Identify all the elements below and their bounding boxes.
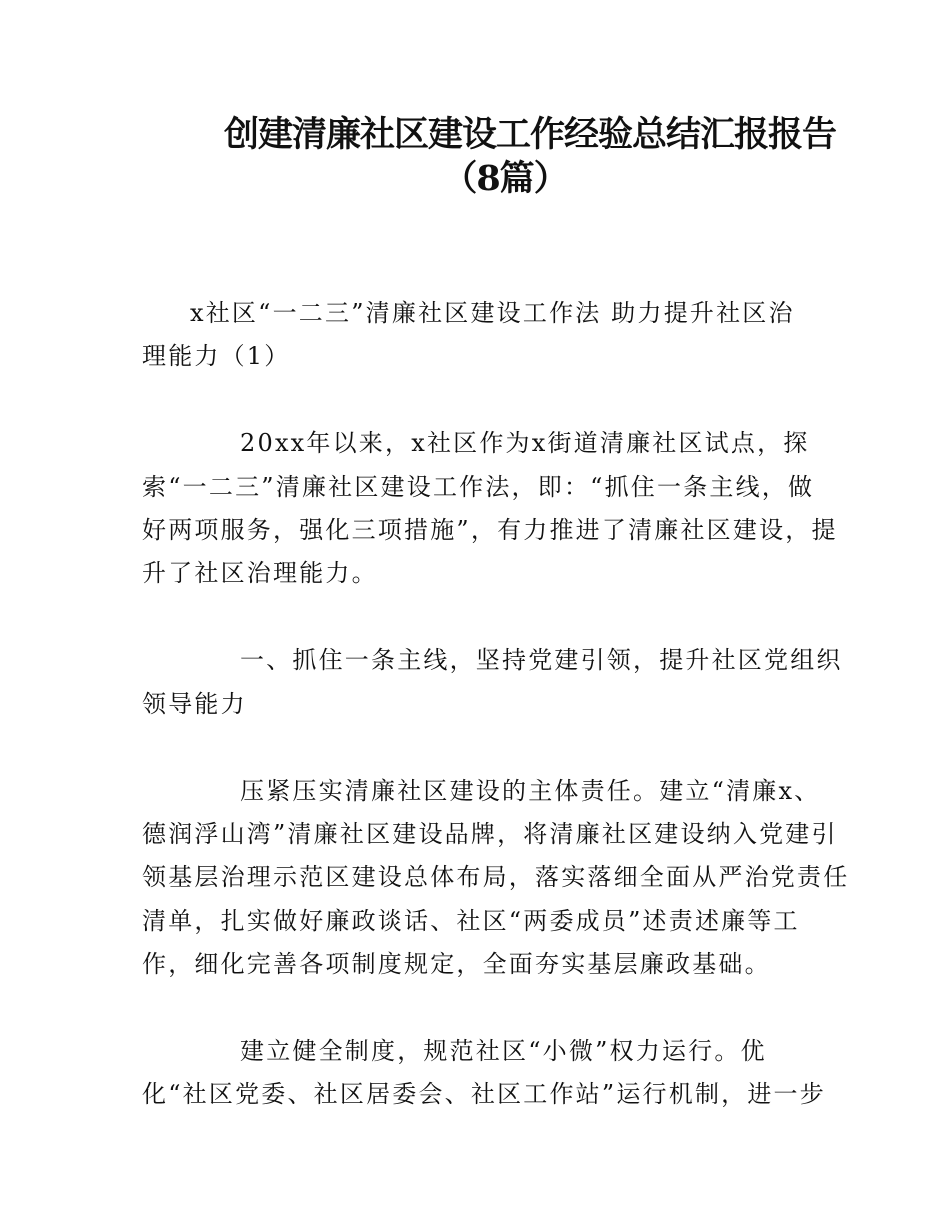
subtitle-line-1: x社区“一二三”清廉社区建设工作法 助力提升社区治	[190, 299, 795, 327]
subtitle-line-2: 理能力（1）	[142, 342, 291, 370]
paragraph-4-line-1: 建立健全制度，规范社区“小微”权力运行。优	[240, 1037, 767, 1065]
document-title-line-1: 创建清廉社区建设工作经验总结汇报报告	[223, 114, 836, 155]
document-title-line-2: （8篇）	[442, 158, 568, 199]
section-heading-line-2: 领导能力	[142, 690, 247, 718]
paragraph-1-line-3: 好两项服务，强化三项措施”，有力推进了清廉社区建设，提	[142, 516, 838, 544]
paragraph-3-line-5: 作，细化完善各项制度规定，全面夯实基层廉政基础。	[142, 950, 771, 978]
paragraph-3-line-4: 清单，扎实做好廉政谈话、社区“两委成员”述责述廉等工	[142, 907, 800, 935]
section-heading-line-1: 一、抓住一条主线，坚持党建引领，提升社区党组织	[240, 646, 843, 674]
paragraph-1-line-2: 索“一二三”清廉社区建设工作法，即：“抓住一条主线，做	[142, 473, 815, 501]
paragraph-4-line-2: 化“社区党委、社区居委会、社区工作站”运行机制，进一步	[142, 1080, 826, 1108]
paragraph-3-line-2: 德润浮山湾”清廉社区建设品牌，将清廉社区建设纳入党建引	[142, 820, 838, 848]
paragraph-1-line-1: 20xx年以来，x社区作为x街道清廉社区试点，探	[240, 429, 810, 457]
paragraph-3-line-3: 领基层治理示范区建设总体布局，落实落细全面从严治党责任	[142, 863, 850, 891]
paragraph-3-line-1: 压紧压实清廉社区建设的主体责任。建立“清廉x、	[240, 777, 821, 805]
paragraph-1-line-4: 升了社区治理能力。	[142, 559, 378, 587]
